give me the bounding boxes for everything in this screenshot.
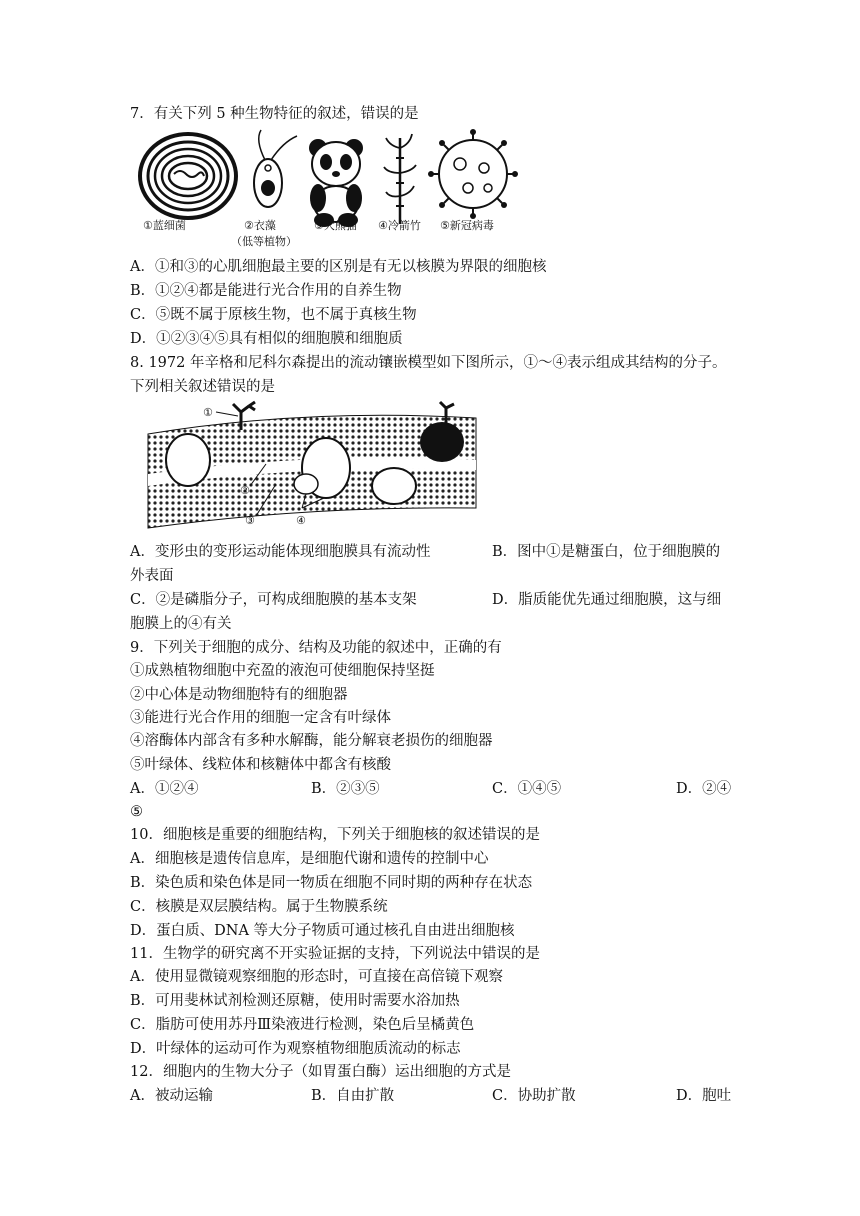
cyanobacterium-image xyxy=(140,134,236,218)
q9-option-c: C．①④⑤ xyxy=(492,781,562,797)
label-panda: ③大熊猫 xyxy=(314,219,357,232)
q7-option-c: C．⑤既不属于原核生物，也不属于真核生物 xyxy=(130,307,417,323)
q9-option-a: A．①②④ xyxy=(130,781,199,797)
q10-option-d: D．蛋白质、DNA 等大分子物质可通过核孔自由进出细胞核 xyxy=(130,923,515,939)
q11-option-a: A．使用显微镜观察细胞的形态时，可直接在高倍镜下观察 xyxy=(130,969,503,985)
label-molecule-4: ④ xyxy=(296,514,306,527)
q9-item-1: ①成熟植物细胞中充盈的液泡可使细胞保持坚挺 xyxy=(130,663,435,679)
panda-image xyxy=(309,139,363,227)
q8-option-d-wrap: 胞膜上的④有关 xyxy=(130,616,232,632)
label-molecule-1: ① xyxy=(203,406,213,419)
q11-option-b: B．可用斐林试剂检测还原糖，使用时需要水浴加热 xyxy=(130,993,460,1009)
q11-stem: 11．生物学的研究离不开实验证据的支持，下列说法中错误的是 xyxy=(130,946,540,962)
q9-item-4: ④溶酶体内部含有多种水解酶，能分解衰老损伤的细胞器 xyxy=(130,733,493,749)
label-bamboo: ④冷箭竹 xyxy=(378,219,421,232)
coronavirus-image xyxy=(428,129,518,219)
q12-option-d: D．胞吐 xyxy=(676,1088,732,1104)
q9-option-d-wrap: ⑤ xyxy=(130,804,143,820)
q12-option-a: A．被动运输 xyxy=(130,1088,213,1104)
q10-option-c: C．核膜是双层膜结构。属于生物膜系统 xyxy=(130,899,388,915)
q7-option-a: A．①和③的心肌细胞最主要的区别是有无以核膜为界限的细胞核 xyxy=(130,259,547,275)
label-chlamydomonas: ②衣藻 xyxy=(244,219,276,232)
q8-option-b-wrap: 外表面 xyxy=(130,568,174,584)
q7-option-b: B．①②④都是能进行光合作用的自养生物 xyxy=(130,283,402,299)
q9-item-3: ③能进行光合作用的细胞一定含有叶绿体 xyxy=(130,710,391,726)
label-cyanobacterium: ①蓝细菌 xyxy=(143,219,186,232)
q8-option-d: D．脂质能优先通过细胞膜，这与细 xyxy=(492,592,722,608)
q7-option-d: D．①②③④⑤具有相似的细胞膜和细胞质 xyxy=(130,331,403,347)
q7-stem: 7．有关下列 5 种生物特征的叙述，错误的是 xyxy=(130,106,419,122)
q8-fluid-mosaic-figure xyxy=(146,398,478,538)
q12-stem: 12．细胞内的生物大分子（如胃蛋白酶）运出细胞的方式是 xyxy=(130,1064,511,1080)
q8-option-c: C．②是磷脂分子，可构成细胞膜的基本支架 xyxy=(130,592,417,608)
label-molecule-2: ② xyxy=(240,484,250,497)
q10-option-a: A．细胞核是遗传信息库，是细胞代谢和遗传的控制中心 xyxy=(130,851,489,867)
q9-option-d: D．②④ xyxy=(676,781,732,797)
q8-option-a: A．变形虫的变形运动能体现细胞膜具有流动性 xyxy=(130,544,431,560)
label-coronavirus: ⑤新冠病毒 xyxy=(440,219,494,232)
q10-stem: 10．细胞核是重要的细胞结构，下列关于细胞核的叙述错误的是 xyxy=(130,827,540,843)
q8-stem-line2: 下列相关叙述错误的是 xyxy=(130,379,275,395)
label-lower-plant: （低等植物） xyxy=(231,235,297,248)
q12-option-b: B．自由扩散 xyxy=(311,1088,395,1104)
q9-option-b: B．②③⑤ xyxy=(311,781,380,797)
q12-option-c: C．协助扩散 xyxy=(492,1088,576,1104)
bamboo-image xyxy=(384,134,416,224)
q11-option-c: C．脂肪可使用苏丹Ⅲ染液进行检测，染色后呈橘黄色 xyxy=(130,1017,475,1033)
q9-item-2: ②中心体是动物细胞特有的细胞器 xyxy=(130,687,348,703)
q7-organisms-figure xyxy=(138,128,518,250)
q8-stem-line1: 8. 1972 年辛格和尼科尔森提出的流动镶嵌模型如下图所示，①～④表示组成其结构的分子。 xyxy=(130,355,727,371)
label-molecule-3: ③ xyxy=(245,514,255,527)
q11-option-d: D．叶绿体的运动可作为观察植物细胞质流动的标志 xyxy=(130,1041,461,1057)
q9-stem: 9．下列关于细胞的成分、结构及功能的叙述中，正确的有 xyxy=(130,640,502,656)
q8-option-b: B．图中①是糖蛋白，位于细胞膜的 xyxy=(492,544,721,560)
chlamydomonas-image xyxy=(254,130,297,207)
q9-item-5: ⑤叶绿体、线粒体和核糖体中都含有核酸 xyxy=(130,757,391,773)
q10-option-b: B．染色质和染色体是同一物质在细胞不同时期的两种存在状态 xyxy=(130,875,533,891)
